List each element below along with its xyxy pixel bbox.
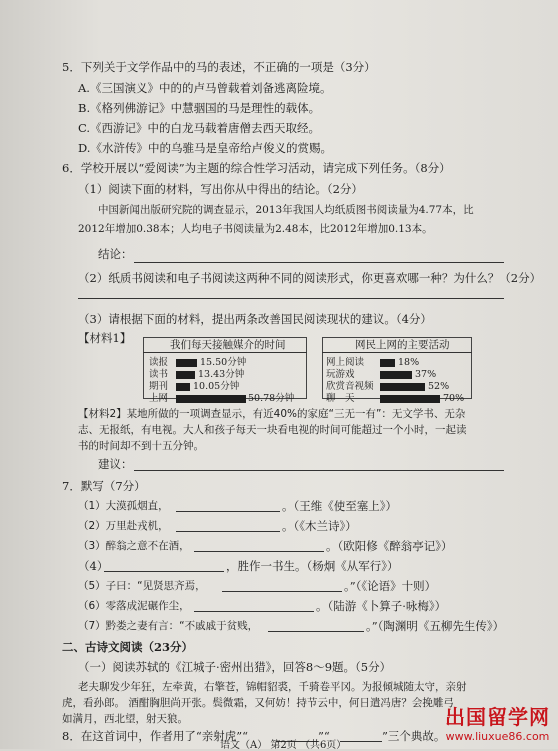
poem-line2: 虎，看孙郎。 酒酣胸胆尚开张。鬓微霜，又何妨！持节云中，何日遣冯唐？会挽雕弓	[62, 697, 454, 709]
chart1-value-label: 15.50分钟	[200, 357, 247, 368]
q5-option-c: C.《西游记》中的白龙马载着唐僧去西天取经。	[78, 121, 321, 135]
q5-stem: 5．下列关于文学作品中的马的表述，不正确的一项是（3分）	[62, 60, 376, 74]
chart2-value-label: 37%	[415, 369, 437, 380]
page-footer: 语文（A） 第2页 （共6页）	[220, 740, 347, 751]
dictation-6-prompt: （6）零落成泥碾作尘，	[78, 600, 190, 612]
chart2-bar	[380, 359, 395, 367]
material2-line1: 【材料2】某地所做的一项调查显示，有近40%的家庭“三无一有”：无文学书、无杂	[78, 408, 466, 420]
chart1-bar	[176, 383, 190, 391]
q8-text-c: ”三个典故。	[382, 729, 446, 743]
chart1-value-label: 10.05分钟	[193, 381, 240, 392]
section2-subheading: （一）阅读苏轼的《江城子·密州出猎》，回答8～9题。（5分）	[78, 660, 392, 674]
dictation-1-source: 。（王维《使至塞上》）	[282, 499, 397, 513]
chart2-value-label: 70%	[443, 393, 465, 404]
watermark-title: 出国留学网	[445, 705, 550, 729]
chart1-category-label: 上网	[149, 393, 169, 404]
site-watermark	[445, 701, 550, 743]
dictation-3-blank	[194, 551, 324, 552]
material2-line2: 志、无报纸，有电视。大人和孩子每天一块看电视的时间可能超过一个小时，一起读	[78, 424, 467, 436]
chart1-category-label: 读书	[149, 369, 169, 380]
dictation-2-prompt: （2）万里赴戎机，	[78, 520, 169, 532]
section2-title: 二、古诗文阅读（23分）	[62, 640, 194, 654]
chart1-bar	[176, 359, 197, 367]
watermark-url: www.liuxue86.com	[445, 730, 550, 743]
part2-answer-line	[78, 298, 504, 299]
q5-option-a: A.《三国演义》中的的卢马曾载着刘备逃离险境。	[78, 81, 332, 95]
chart1-bar	[176, 371, 195, 379]
dictation-1-blank	[176, 511, 280, 512]
poem-line1: 老夫聊发少年狂，左牵黄，右擎苍，锦帽貂裘，千骑卷平冈。为报倾城随太守，亲射	[78, 681, 467, 693]
chart2-category-label: 欣赏音视频	[326, 381, 374, 392]
q8-text-a: 8．在这首词中，作者用了“亲射虎”“	[62, 729, 248, 743]
chart1-category-label: 读报	[149, 357, 169, 368]
chart2-bar	[380, 371, 412, 379]
q6-conclusion-label: 结论：	[98, 247, 133, 261]
q6-part1: （1）阅读下面的材料，写出你从中得出的结论。（2分）	[78, 182, 363, 196]
dictation-6-blank	[194, 611, 314, 612]
chart2-category-label: 玩游戏	[326, 369, 355, 380]
media-time-chart-title: 我们每天接触媒介的时间	[170, 339, 286, 351]
dictation-7-source: 。”（陶渊明《五柳先生传》）	[366, 619, 505, 633]
dictation-7-blank	[268, 631, 364, 632]
dictation-3-prompt: （3）醉翁之意不在酒，	[78, 540, 190, 552]
q6-part2: （2）纸质书阅读和电子书阅读这两种不同的阅读形式，你更喜欢哪一种？为什么？（2分）	[78, 271, 542, 285]
q5-option-d: D.《水浒传》中的乌骓马是皇帝给卢俊义的赏赐。	[78, 141, 332, 155]
chart2-bar	[380, 395, 440, 403]
chart2-category-label: 聊 天	[326, 393, 355, 404]
q6-material-line1: 中国新闻出版研究院的调查显示，2013年我国人均纸质图书阅读量为4.77本，比	[98, 204, 474, 216]
suggestion-answer-line	[134, 470, 504, 471]
online-activity-chart-title-rule	[322, 352, 472, 353]
chart2-value-label: 18%	[398, 357, 420, 368]
chart1-value-label: 13.43分钟	[198, 369, 245, 380]
chart1-category-label: 期刊	[149, 381, 169, 392]
dictation-2-source: 。（《木兰诗》）	[282, 519, 357, 533]
q6-material-line2: 2012年增加0.38本；人均电子书阅读量为2.48本，比2012年增加0.13本。	[78, 223, 433, 235]
q6-stem: 6．学校开展以“爱阅读”为主题的综合性学习活动，请完成下列任务。（8分）	[62, 161, 451, 175]
dictation-4-blank	[104, 571, 224, 572]
poem-line3: 如满月，西北望，射天狼。	[62, 713, 188, 725]
chart1-value-label: 50.78分钟	[248, 393, 295, 404]
dictation-4-number: （4）	[78, 559, 109, 573]
chart2-category-label: 网上阅读	[326, 357, 365, 368]
dictation-5-prompt: （5）子曰：“见贤思齐焉，	[78, 580, 206, 592]
dictation-6-source: 。（陆游《卜算子·咏梅》）	[316, 599, 447, 613]
dictation-7-prompt: （7）黔娄之妻有言：“不戚戚于贫贱，	[78, 620, 259, 632]
chart1-bar	[176, 395, 246, 403]
conclusion-answer-line	[134, 262, 504, 263]
dictation-5-blank	[222, 591, 342, 592]
material2-line3: 书的时间却不到十五分钟。	[78, 440, 204, 452]
dictation-4-source: ，胜作一书生。（杨炯《从军行》）	[226, 559, 399, 573]
material1-label: 【材料1】	[78, 331, 132, 345]
online-activity-chart-title: 网民上网的主要活动	[355, 339, 450, 351]
q8-text-b: ”“	[318, 729, 330, 743]
dictation-3-source: 。（欧阳修《醉翁亭记》）	[326, 539, 453, 553]
suggestion-label: 建议：	[98, 457, 133, 471]
q5-option-b: B.《格列佛游记》中慧骃国的马是理性的载体。	[78, 101, 321, 115]
chart2-value-label: 52%	[428, 381, 450, 392]
q7-stem: 7．默写（7分）	[62, 479, 146, 493]
media-time-chart-title-rule	[143, 352, 307, 353]
dictation-1-prompt: （1）大漠孤烟直，	[78, 500, 169, 512]
chart2-bar	[380, 383, 425, 391]
dictation-2-blank	[176, 531, 280, 532]
dictation-5-source: 。”（《论语》十则）	[344, 579, 437, 593]
q6-part3: （3）请根据下面的材料，提出两条改善国民阅读现状的建议。（4分）	[78, 312, 432, 326]
